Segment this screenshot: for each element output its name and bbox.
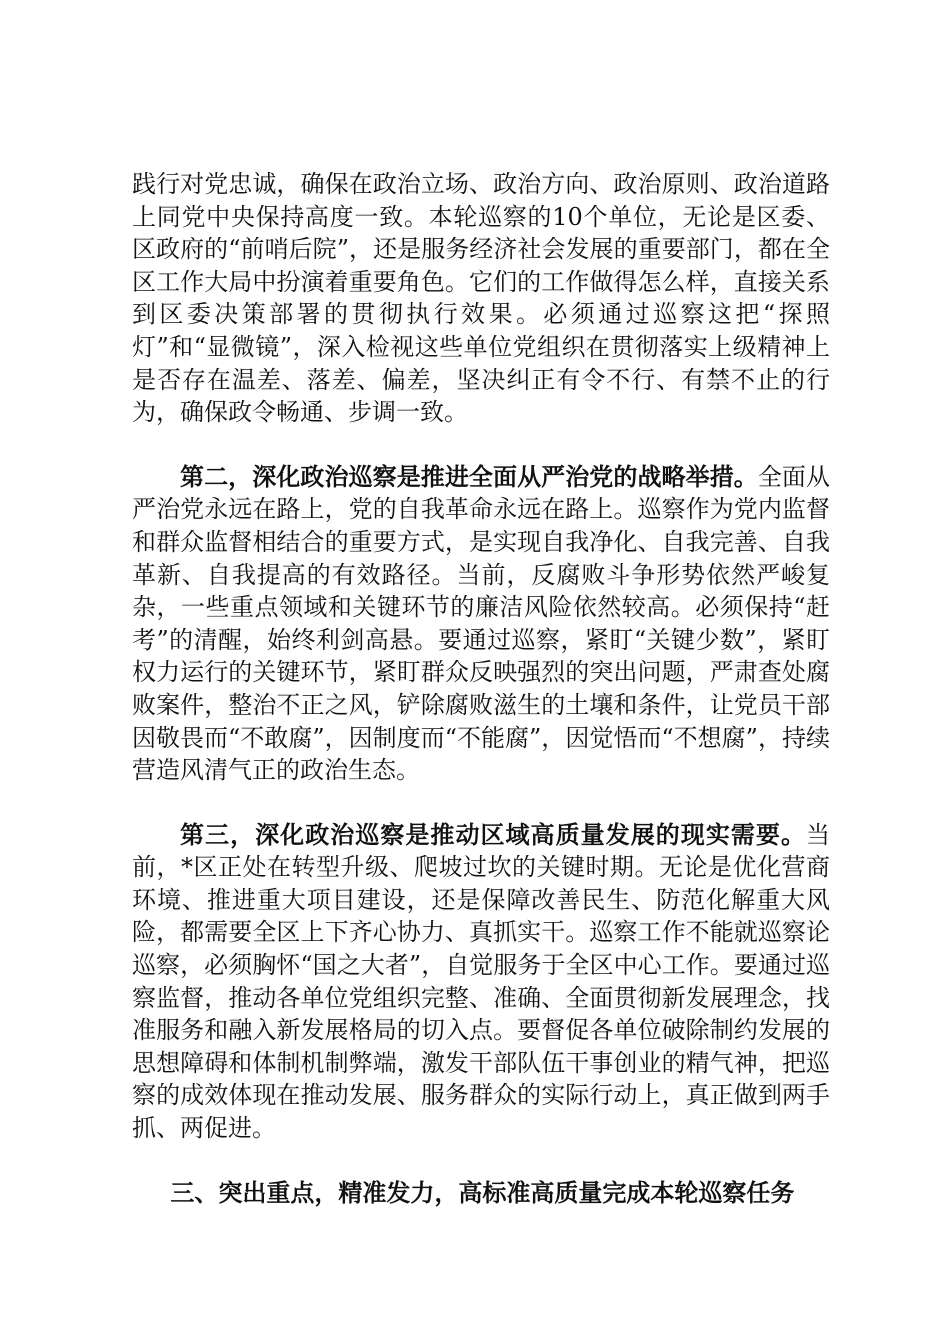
paragraph-2-lead: 第二，深化政治巡察是推进全面从严治党的战略举措。 [180,461,758,491]
paragraph-gap [132,429,830,461]
paragraph-3-lead: 第三，深化政治巡察是推动区域高质量发展的现实需要。 [180,819,806,849]
paragraph-2-text: 全面从严治党永远在路上，党的自我革命永远在路上。巡察作为党内监督和群众监督相结合的重要方式，是实现自我净化、自我完善、自我革新、自我提高的有效路径。当前，反腐败斗争形势依然严峻复杂，一些重点领域和关键环节的廉洁风险依然较高。必须保持“赶考”的清醒，始终利剑高悬。要通过巡察，紧盯“关键少数”，紧盯权力运行的关键环节，紧盯群众反映强烈的突出问题，严肃查处腐败案件，整治不正之风，铲除腐败滋生的土壤和条件，让党员干部因敬畏而“不敢腐”，因制度而“不能腐”，因觉悟而“不想腐”，持续营造风清气正的政治生态。 [132,462,831,785]
paragraph-gap [132,1145,830,1177]
paragraph-1 [132,168,830,429]
paragraph-3-text: 当前，*区正处在转型升级、爬坡过坎的关键时期。无论是优化营商环境、推进重大项目建设，还是保障改善民生、防范化解重大风险，都需要全区上下齐心协力、真抓实干。巡察工作不能就巡察论巡察，必须胸怀“国之大者”，自觉服务于全区中心工作。要通过巡察监督，推动各单位党组织完整、准确、全面贯彻新发展理念，找准服务和融入新发展格局的切入点。要督促各单位破除制约发展的思想障碍和体制机制弊端，激发干部队伍干事创业的精气神，把巡察的成效体现在推动发展、服务群众的实际行动上，真正做到两手抓、两促进。 [132,820,830,1143]
document-page [132,168,830,1209]
section-heading: 三、突出重点，精准发力，高标准高质量完成本轮巡察任务 [170,1177,795,1207]
paragraph-1-text: 践行对党忠诚，确保在政治立场、政治方向、政治原则、政治道路上同党中央保持高度一致。本轮巡察的10个单位，无论是区委、区政府的“前哨后院”，还是服务经济社会发展的重要部门，都在全区工作大局中扮演着重要角色。它们的工作做得怎么样，直接关系到区委决策部署的贯彻执行效果。必须通过巡察这把“探照灯”和“显微镜”，深入检视这些单位党组织在贯彻落实上级精神上是否存在温差、落差、偏差，坚决纠正有令不行、有禁不止的行为，确保政令畅通、步调一致。 [132,170,830,427]
paragraph-3 [132,819,830,1145]
paragraph-2 [132,461,830,787]
paragraph-gap [132,787,830,819]
